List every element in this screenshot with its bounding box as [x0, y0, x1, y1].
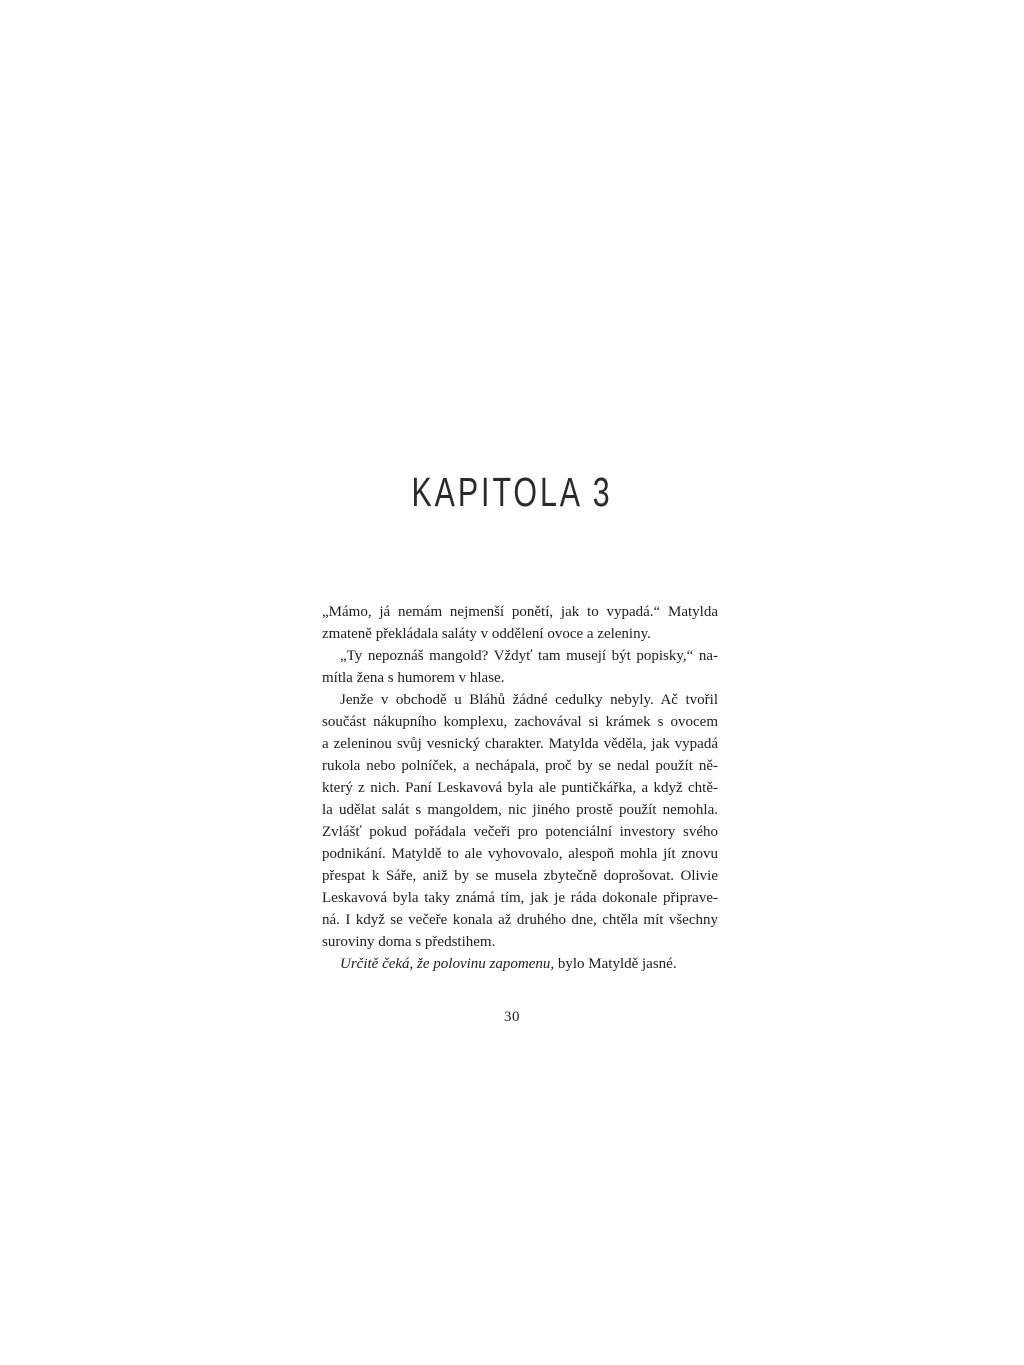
chapter-heading: KAPITOLA 3 [411, 469, 613, 515]
text-segment: „Ty nepoznáš mangold? Vždyť tam musejí být popisky,“ na- [340, 648, 718, 664]
paragraph [322, 953, 718, 975]
text-line [322, 931, 718, 953]
paragraph [322, 689, 718, 953]
text-segment: mítla žena s humorem v hlase. [322, 670, 505, 686]
text-segment: rukola nebo polníček, a nechápala, proč by se nedal použít ně- [322, 758, 718, 774]
text-line [322, 689, 718, 711]
text-line [322, 909, 718, 931]
body-text [322, 601, 718, 975]
text-line [322, 887, 718, 909]
italic-text-segment: Určitě čeká, že polovinu zapomenu, [340, 956, 555, 972]
paragraph [322, 645, 718, 689]
text-line [322, 623, 718, 645]
text-segment: Leskavová byla taky známá tím, jak je ráda dokonale připrave- [322, 890, 718, 906]
text-segment: zmateně překládala saláty v oddělení ovoce a zeleniny. [322, 626, 651, 642]
text-segment: bylo Matyldě jasné. [554, 956, 677, 972]
text-segment: suroviny doma s předstihem. [322, 934, 496, 950]
page-number: 30 [504, 1009, 520, 1025]
text-line [322, 667, 718, 689]
text-segment: a zeleninou svůj vesnický charakter. Matylda věděla, jak vypadá [322, 736, 718, 752]
text-line [322, 755, 718, 777]
text-line [322, 799, 718, 821]
text-segment: který z nich. Paní Leskavová byla ale puntičkářka, a když chtě- [322, 780, 718, 796]
text-segment: Zvlášť pokud pořádala večeři pro potenciální investory svého [322, 824, 718, 840]
text-segment: ná. I když se večeře konala až druhého dne, chtěla mít všechny [322, 912, 718, 928]
text-line [322, 865, 718, 887]
text-segment: přespat k Sáře, aniž by se musela zbytečně doprošovat. Olivie [322, 868, 718, 884]
text-line [322, 601, 718, 623]
text-segment: la udělat salát s mangoldem, nic jiného prostě použít nemohla. [322, 802, 718, 818]
text-segment: Jenže v obchodě u Bláhů žádné cedulky nebyly. Ač tvořil [340, 692, 718, 708]
text-line [322, 733, 718, 755]
text-segment: „Mámo, já nemám nejmenší ponětí, jak to vypadá.“ Matylda [322, 604, 718, 620]
text-line [322, 711, 718, 733]
text-segment: součást nákupního komplexu, zachovával si krámek s ovocem [322, 714, 718, 730]
paragraph [322, 601, 718, 645]
text-line [322, 821, 718, 843]
text-line [322, 953, 718, 975]
text-segment: podnikání. Matyldě to ale vyhovovalo, alespoň mohla jít znovu [322, 846, 718, 862]
text-line [322, 843, 718, 865]
text-line [322, 645, 718, 667]
text-line [322, 777, 718, 799]
